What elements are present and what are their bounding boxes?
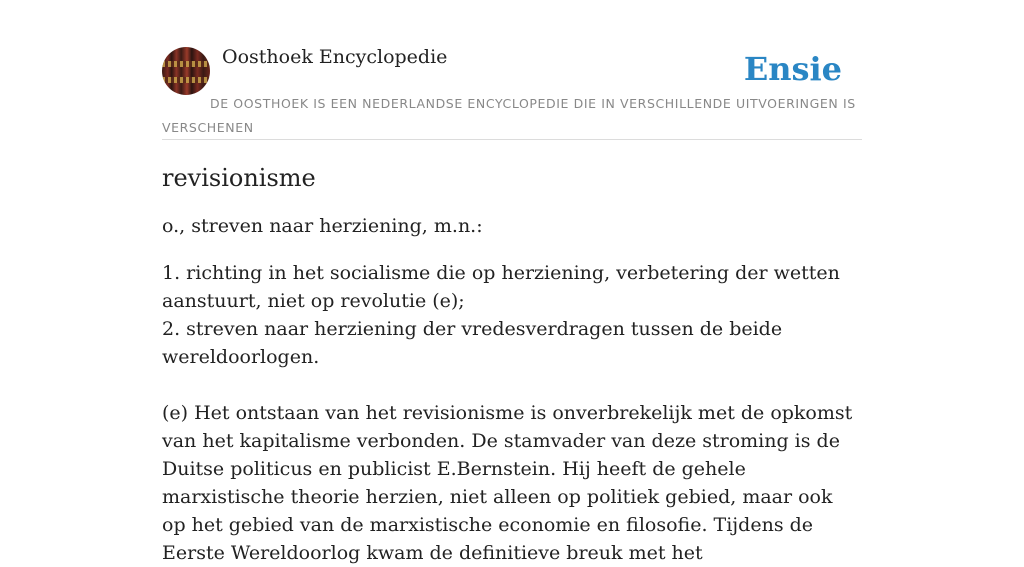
article-note: (e) Het ontstaan van het revisionisme is onverbrekelijk met de opkomst van het kapitalisme verbonden. De stamvader van deze stroming is de Duitse politicus en publicist E.Bernstein. Hij heeft de gehele marxistische theorie herzien, niet alleen op politiek gebied, maar ook op het gebied van de marxistische economie en filosofie. Tijdens de Eerste Wereldoorlog kwam de definitieve breuk met het [162, 402, 853, 564]
definition-item: 1. richting in het socialisme die op herziening, verbetering der wetten aanstuurt, niet op revolutie (e); [162, 262, 840, 312]
site-name[interactable]: Oosthoek Encyclopedie [222, 46, 448, 68]
article-lead: o., streven naar herziening, m.n.: [162, 215, 483, 237]
page [162, 0, 862, 564]
brand-logo-link[interactable]: Ensie [743, 50, 842, 88]
logo-band [162, 77, 210, 83]
article [162, 160, 862, 567]
site-header [162, 0, 862, 140]
page-title: revisionisme [162, 164, 316, 192]
logo-band [162, 61, 210, 67]
book-spines-logo-icon[interactable] [162, 47, 210, 95]
definition-item: 2. streven naar herziening der vredesverdragen tussen de beide wereldoorlogen. [162, 318, 783, 368]
site-tagline: DE OOSTHOEK IS EEN NEDERLANDSE ENCYCLOPEDIE DIE IN VERSCHILLENDE UITVOERINGEN IS VERSCHENEN [162, 96, 856, 135]
paragraph-spacer [162, 371, 862, 399]
article-body [162, 259, 862, 567]
